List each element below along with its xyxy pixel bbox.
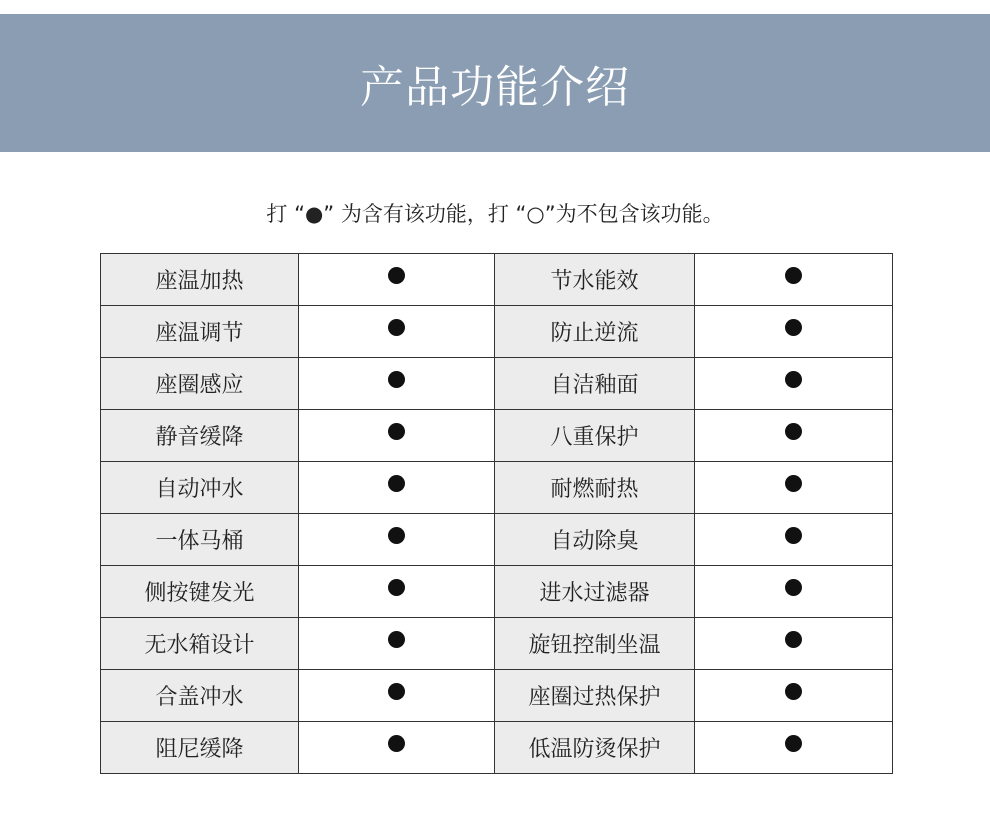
feature-mark-cell bbox=[695, 722, 893, 774]
feature-name-cell: 旋钮控制坐温 bbox=[495, 618, 695, 670]
legend-text bbox=[0, 198, 990, 228]
feature-mark-cell bbox=[299, 618, 495, 670]
feature-name-cell: 座圈感应 bbox=[101, 358, 299, 410]
filled-dot-icon bbox=[388, 631, 405, 648]
table-row bbox=[101, 462, 893, 514]
filled-dot-icon bbox=[388, 371, 405, 388]
feature-name-cell: 防止逆流 bbox=[495, 306, 695, 358]
feature-name-cell: 自动除臭 bbox=[495, 514, 695, 566]
feature-mark-cell bbox=[299, 722, 495, 774]
legend-empty-symbol: ○ bbox=[526, 202, 545, 226]
legend-filled-symbol: ● bbox=[304, 202, 324, 226]
filled-dot-icon bbox=[785, 735, 802, 752]
feature-name-cell: 节水能效 bbox=[495, 254, 695, 306]
legend-part-2: ” 为含有该功能，打 “ bbox=[323, 202, 527, 226]
feature-name-cell: 合盖冲水 bbox=[101, 670, 299, 722]
table-row bbox=[101, 670, 893, 722]
table-row bbox=[101, 566, 893, 618]
feature-mark-cell bbox=[299, 358, 495, 410]
feature-mark-cell bbox=[695, 514, 893, 566]
filled-dot-icon bbox=[785, 527, 802, 544]
filled-dot-icon bbox=[388, 319, 405, 336]
feature-mark-cell bbox=[695, 670, 893, 722]
feature-table bbox=[100, 253, 893, 774]
table-row bbox=[101, 514, 893, 566]
feature-name-cell: 自动冲水 bbox=[101, 462, 299, 514]
feature-name-cell: 阻尼缓降 bbox=[101, 722, 299, 774]
feature-mark-cell bbox=[299, 410, 495, 462]
feature-name-cell: 耐燃耐热 bbox=[495, 462, 695, 514]
feature-mark-cell bbox=[695, 410, 893, 462]
feature-mark-cell bbox=[695, 618, 893, 670]
feature-name-cell: 进水过滤器 bbox=[495, 566, 695, 618]
header-banner bbox=[0, 14, 990, 152]
feature-mark-cell bbox=[695, 306, 893, 358]
feature-name-cell: 静音缓降 bbox=[101, 410, 299, 462]
table-row bbox=[101, 306, 893, 358]
filled-dot-icon bbox=[388, 579, 405, 596]
feature-name-cell: 自洁釉面 bbox=[495, 358, 695, 410]
table-row bbox=[101, 254, 893, 306]
feature-mark-cell bbox=[695, 254, 893, 306]
filled-dot-icon bbox=[785, 267, 802, 284]
table-row bbox=[101, 618, 893, 670]
filled-dot-icon bbox=[785, 475, 802, 492]
feature-name-cell: 无水箱设计 bbox=[101, 618, 299, 670]
filled-dot-icon bbox=[785, 683, 802, 700]
table-row bbox=[101, 722, 893, 774]
filled-dot-icon bbox=[388, 475, 405, 492]
feature-name-cell: 侧按键发光 bbox=[101, 566, 299, 618]
feature-name-cell: 八重保护 bbox=[495, 410, 695, 462]
feature-mark-cell bbox=[299, 254, 495, 306]
filled-dot-icon bbox=[785, 423, 802, 440]
filled-dot-icon bbox=[388, 683, 405, 700]
filled-dot-icon bbox=[785, 319, 802, 336]
feature-name-cell: 座温加热 bbox=[101, 254, 299, 306]
page-title: 产品功能介绍 bbox=[360, 62, 630, 113]
legend-part-1: 打 “ bbox=[266, 202, 305, 226]
feature-name-cell: 座圈过热保护 bbox=[495, 670, 695, 722]
feature-name-cell: 座温调节 bbox=[101, 306, 299, 358]
feature-table-body bbox=[101, 254, 893, 774]
filled-dot-icon bbox=[785, 579, 802, 596]
filled-dot-icon bbox=[785, 631, 802, 648]
feature-mark-cell bbox=[695, 358, 893, 410]
filled-dot-icon bbox=[388, 267, 405, 284]
filled-dot-icon bbox=[785, 371, 802, 388]
feature-mark-cell bbox=[299, 670, 495, 722]
filled-dot-icon bbox=[388, 423, 405, 440]
feature-mark-cell bbox=[299, 566, 495, 618]
feature-name-cell: 一体马桶 bbox=[101, 514, 299, 566]
filled-dot-icon bbox=[388, 735, 405, 752]
feature-mark-cell bbox=[299, 306, 495, 358]
table-row bbox=[101, 358, 893, 410]
filled-dot-icon bbox=[388, 527, 405, 544]
legend-part-3: ”为不包含该功能。 bbox=[544, 202, 724, 226]
table-row bbox=[101, 410, 893, 462]
feature-mark-cell bbox=[299, 462, 495, 514]
feature-name-cell: 低温防烫保护 bbox=[495, 722, 695, 774]
feature-mark-cell bbox=[299, 514, 495, 566]
feature-mark-cell bbox=[695, 462, 893, 514]
feature-mark-cell bbox=[695, 566, 893, 618]
